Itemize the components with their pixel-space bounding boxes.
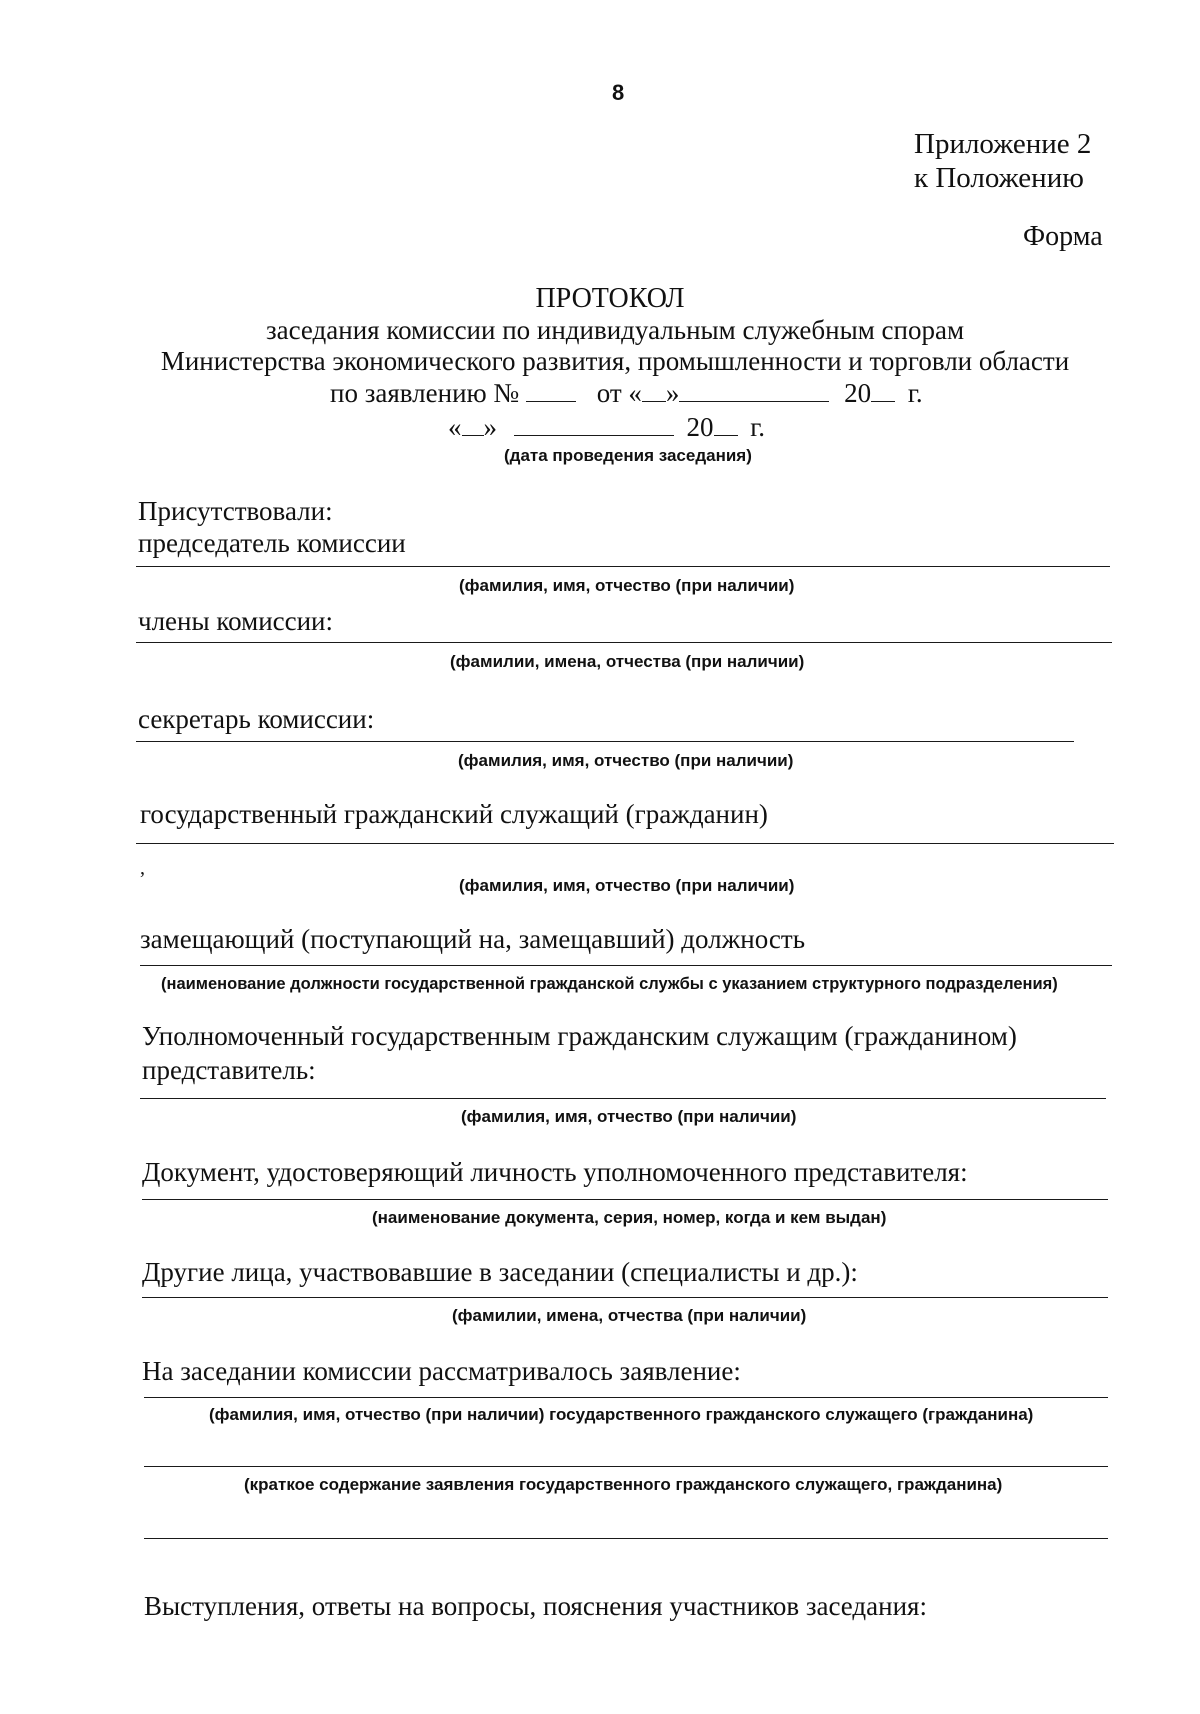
application-day-blank[interactable] [642,379,666,402]
representative-label-line1: Уполномоченный государственным гражданским служащим (гражданином) [142,1021,1017,1051]
appendix-line1: Приложение 2 [914,128,1092,160]
meeting-date-line [448,411,765,443]
others-caption: (фамилии, имена, отчества (при наличии) [452,1306,807,1325]
application-year: 20 [844,378,872,408]
servant-label: государственный гражданский служащий (гражданин) [140,799,768,829]
position-label: замещающий (поступающий на, замещавший) должность [140,924,806,954]
application-quote-close: » [665,378,680,408]
document-field-line[interactable] [142,1199,1108,1200]
application-year-blank[interactable] [871,379,895,402]
application-summary-field-line[interactable] [144,1466,1108,1467]
servant-mark: , [140,857,145,879]
chairman-label: председатель комиссии [138,528,406,558]
date-caption: (дата проведения заседания) [504,446,752,465]
others-label: Другие лица, участвовавшие в заседании (специалисты и др.): [142,1257,858,1287]
application-year-suffix: г. [907,378,923,408]
members-caption: (фамилии, имена, отчества (при наличии) [450,652,805,671]
date-month-blank[interactable] [514,413,674,436]
application-number-line [330,377,923,409]
representative-caption: (фамилия, имя, отчество (при наличии) [461,1107,797,1126]
protocol-subtitle1: заседания комиссии по индивидуальным служебным спорам [265,315,965,345]
application-prefix: по заявлению № [330,378,520,408]
representative-label-line2: представитель: [142,1055,316,1085]
date-quote-open: « [448,412,462,442]
representative-field-line[interactable] [140,1098,1106,1099]
form-label: Форма [1023,221,1103,252]
document-label: Документ, удостоверяющий личность уполномоченного представителя: [142,1157,968,1187]
members-field-line[interactable] [136,642,1112,643]
date-year-suffix: г. [750,412,766,442]
appendix-line2: к Положению [914,162,1084,194]
servant-caption: (фамилия, имя, отчество (при наличии) [459,876,795,895]
protocol-title: ПРОТОКОЛ [535,283,685,314]
application-number-blank[interactable] [526,379,576,402]
speeches-label: Выступления, ответы на вопросы, пояснения участников заседания: [144,1591,927,1621]
chairman-caption: (фамилия, имя, отчество (при наличии) [459,576,795,595]
date-day-blank[interactable] [462,413,484,436]
secretary-label: секретарь комиссии: [138,704,375,734]
chairman-field-line[interactable] [136,566,1110,567]
position-field-line[interactable] [140,965,1112,966]
application-caption2: (краткое содержание заявления государственного гражданского служащего, гражданина) [244,1475,1003,1494]
application-caption1: (фамилия, имя, отчество (при наличии) государственного гражданского служащего (гражданина) [209,1405,1034,1424]
servant-field-line[interactable] [136,843,1114,844]
application-servant-field-line[interactable] [144,1397,1108,1398]
present-label: Присутствовали: [138,496,333,526]
position-caption: (наименование должности государственной гражданской службы с указанием структурного подразделения) [161,975,1058,993]
members-label: члены комиссии: [138,606,334,636]
application-month-blank[interactable] [679,379,829,402]
page-number: 8 [612,80,625,105]
application-from: от « [596,378,642,408]
date-quote-close: » [483,412,497,442]
others-field-line[interactable] [142,1297,1108,1298]
application-extra-field-line[interactable] [144,1538,1108,1539]
secretary-field-line[interactable] [136,741,1074,742]
document-caption: (наименование документа, серия, номер, когда и кем выдан) [372,1208,887,1227]
application-label: На заседании комиссии рассматривалось заявление: [142,1356,741,1386]
protocol-subtitle2: Министерства экономического развития, промышленности и торговли области [160,346,1070,376]
date-year-blank[interactable] [714,413,738,436]
date-year: 20 [686,412,714,442]
secretary-caption: (фамилия, имя, отчество (при наличии) [458,751,794,770]
